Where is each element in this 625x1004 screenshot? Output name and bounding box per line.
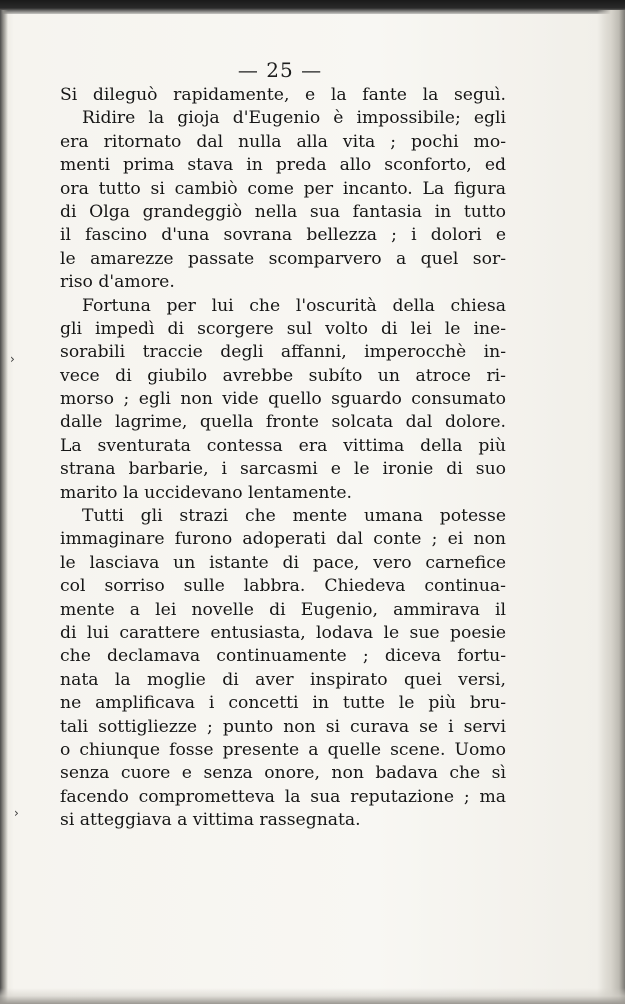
body-text xyxy=(60,84,506,833)
text-line: gli impedì di scorgere sul volto di lei le ine- xyxy=(60,318,506,339)
margin-mark-top: › xyxy=(10,352,15,366)
text-line: vece di giubilo avrebbe subíto un atroce ri- xyxy=(60,365,506,386)
text-line: menti prima stava in preda allo sconforto, ed xyxy=(60,155,506,176)
text-line: di Olga grandeggiò nella sua fantasia in tutto xyxy=(60,201,506,222)
text-line: Ridire la gioja d'Eugenio è impossibile; egli xyxy=(82,108,506,129)
text-line: Si dileguò rapidamente, e la fante la seguì. xyxy=(60,85,506,105)
text-line: o chiunque fosse presente a quelle scene. Uomo xyxy=(60,739,506,760)
text-line: riso d'amore. xyxy=(60,272,175,293)
text-line: strana barbarie, i sarcasmi e le ironie di suo xyxy=(60,459,506,480)
text-line: dalle lagrime, quella fronte solcata dal dolore. xyxy=(60,412,506,433)
text-line: nata la moglie di aver inspirato quei versi, xyxy=(60,669,506,690)
text-line: ne amplificava i concetti in tutte le più bru- xyxy=(60,693,506,714)
text-line: che declamava continuamente ; diceva fortu- xyxy=(60,646,506,667)
text-line: ora tutto si cambiò come per incanto. La figura xyxy=(60,178,506,199)
text-line: morso ; egli non vide quello sguardo consumato xyxy=(60,389,506,410)
page-top-edge xyxy=(0,0,625,14)
page-number: — 25 — xyxy=(237,58,323,82)
text-line: il fascino d'una sovrana bellezza ; i dolori e xyxy=(60,225,506,246)
text-line: immaginare furono adoperati dal conte ; ei non xyxy=(60,529,506,550)
text-line: facendo comprometteva la sua reputazione ; ma xyxy=(60,786,506,807)
text-line: mente a lei novelle di Eugenio, ammirava il xyxy=(60,599,506,620)
text-line: di lui carattere entusiasta, lodava le sue poesie xyxy=(60,622,506,643)
text-line: le amarezze passate scomparvero a quel sor- xyxy=(60,248,506,269)
margin-mark-bottom: › xyxy=(14,806,19,820)
page-bottom-edge xyxy=(0,988,625,1004)
text-line: le lasciava un istante di pace, vero carnefice xyxy=(60,552,506,573)
text-line: marito la uccidevano lentamente. xyxy=(60,482,352,503)
text-line: era ritornato dal nulla alla vita ; pochi mo- xyxy=(60,131,506,152)
text-line: tali sottigliezze ; punto non si curava se i servi xyxy=(60,716,506,737)
text-line: La sventurata contessa era vittima della più xyxy=(60,435,506,456)
page-right-edge xyxy=(597,10,625,1004)
text-line: senza cuore e senza onore, non badava che sì xyxy=(60,763,506,784)
text-line: Tutti gli strazi che mente umana potesse xyxy=(82,506,506,527)
text-line: Fortuna per lui che l'oscurità della chiesa xyxy=(82,295,506,316)
page-left-edge xyxy=(0,10,8,1004)
text-line: si atteggiava a vittima rassegnata. xyxy=(60,810,361,831)
text-line: sorabili traccie degli affanni, imperocchè in- xyxy=(60,342,506,363)
text-line: col sorriso sulle labbra. Chiedeva continua- xyxy=(60,576,506,597)
